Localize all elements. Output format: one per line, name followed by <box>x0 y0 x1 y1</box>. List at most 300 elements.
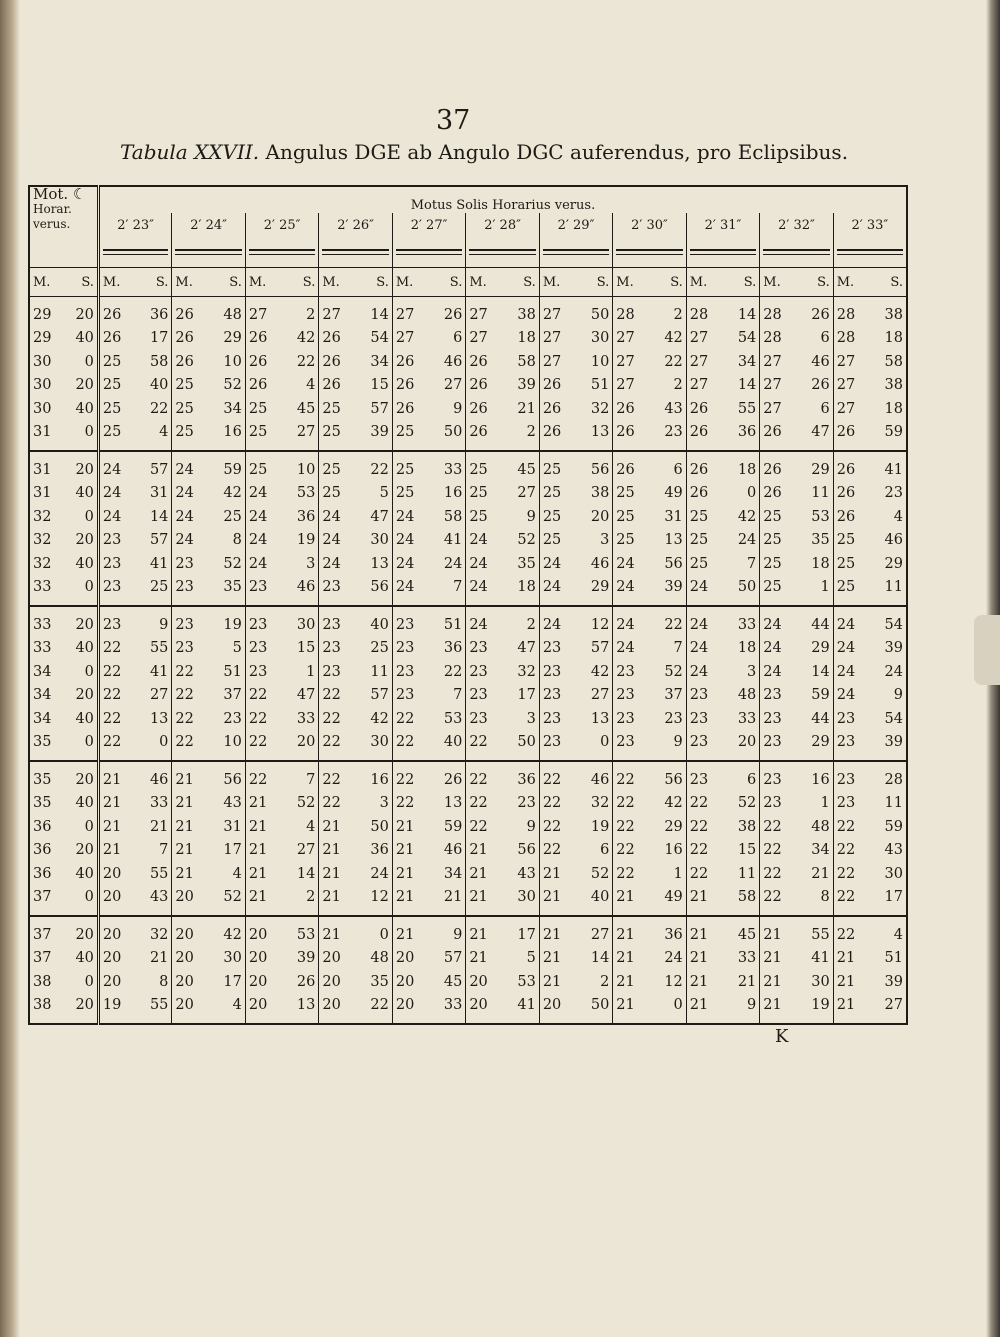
value-minutes: 23 <box>836 734 856 751</box>
value-minutes: 25 <box>689 555 709 572</box>
value-seconds: 37 <box>664 687 683 704</box>
value-minutes: 22 <box>322 795 341 812</box>
table-cell <box>833 576 907 607</box>
table-cell <box>760 815 833 839</box>
value-pair <box>33 532 94 548</box>
value-seconds: 47 <box>517 640 536 657</box>
table-cell <box>245 637 318 661</box>
value-pair <box>322 354 388 370</box>
value-minutes: 23 <box>395 640 415 657</box>
value-seconds: 52 <box>223 377 242 394</box>
value-pair <box>763 354 829 370</box>
value-minutes: 24 <box>469 555 488 572</box>
value-pair <box>837 401 903 417</box>
value-minutes: 21 <box>322 842 341 859</box>
value-pair <box>175 772 241 788</box>
argument-seconds: 40 <box>75 710 94 727</box>
table-cell <box>760 421 833 452</box>
row-argument <box>29 862 98 886</box>
value-pair <box>175 927 241 943</box>
value-pair <box>249 485 315 501</box>
value-seconds: 4 <box>159 424 169 441</box>
value-pair <box>543 424 609 440</box>
table-row <box>29 529 907 553</box>
value-seconds: 58 <box>517 353 536 370</box>
value-seconds: 53 <box>517 973 536 990</box>
table-cell <box>319 839 392 863</box>
value-minutes: 26 <box>616 400 635 417</box>
value-minutes: 24 <box>469 532 488 549</box>
value-seconds: 52 <box>664 663 683 680</box>
value-pair <box>616 687 682 703</box>
unit-seconds: S. <box>596 274 610 290</box>
value-minutes: 20 <box>395 950 415 967</box>
value-seconds: 9 <box>159 616 169 633</box>
value-seconds: 19 <box>590 818 610 835</box>
value-seconds: 41 <box>811 950 830 967</box>
rule-cell <box>319 237 392 268</box>
table-cell <box>392 684 465 708</box>
value-seconds: 24 <box>737 532 757 549</box>
unit-seconds: S. <box>376 274 389 290</box>
value-pair <box>690 462 756 478</box>
value-pair <box>469 330 535 346</box>
value-minutes: 27 <box>836 377 856 394</box>
value-seconds: 39 <box>884 640 903 657</box>
argument-seconds: 0 <box>84 818 94 835</box>
table-cell <box>392 397 465 421</box>
unit-row <box>29 268 907 297</box>
value-minutes: 21 <box>322 889 341 906</box>
value-minutes: 27 <box>689 330 709 347</box>
value-seconds: 0 <box>600 734 610 751</box>
rule-cell <box>172 237 245 268</box>
column-header: 2′ 25″ <box>245 213 318 237</box>
value-seconds: 7 <box>306 771 316 788</box>
value-minutes: 22 <box>248 771 268 788</box>
table-cell <box>98 994 171 1025</box>
table-cell <box>613 731 686 762</box>
value-pair <box>103 509 168 525</box>
table-cell <box>539 482 612 506</box>
table-cell <box>245 397 318 421</box>
value-pair <box>469 509 535 525</box>
value-pair <box>322 842 388 858</box>
argument-seconds: 0 <box>84 973 94 990</box>
value-seconds: 47 <box>370 508 389 525</box>
value-pair <box>837 485 903 501</box>
value-seconds: 27 <box>884 997 903 1014</box>
value-pair <box>249 509 315 525</box>
value-seconds: 52 <box>590 865 610 882</box>
table-cell <box>833 970 907 994</box>
value-pair <box>322 401 388 417</box>
table-row <box>29 947 907 971</box>
value-pair <box>249 734 315 750</box>
value-minutes: 23 <box>248 663 268 680</box>
value-seconds: 43 <box>884 842 903 859</box>
table-cell <box>98 421 171 452</box>
value-pair <box>763 485 829 501</box>
value-pair <box>103 664 168 680</box>
value-seconds: 32 <box>517 663 536 680</box>
value-minutes: 24 <box>322 555 341 572</box>
value-pair <box>249 377 315 393</box>
value-minutes: 27 <box>395 306 415 323</box>
value-seconds: 47 <box>811 424 830 441</box>
value-minutes: 21 <box>689 950 709 967</box>
table-cell <box>613 684 686 708</box>
value-pair <box>469 795 535 811</box>
value-seconds: 53 <box>296 485 316 502</box>
table-cell <box>833 761 907 792</box>
value-minutes: 22 <box>395 710 415 727</box>
double-rule <box>837 249 903 255</box>
value-minutes: 26 <box>763 461 782 478</box>
value-minutes: 25 <box>175 424 194 441</box>
argument-minutes: 32 <box>33 555 52 572</box>
value-minutes: 22 <box>836 926 856 943</box>
value-pair <box>469 640 535 656</box>
value-minutes: 26 <box>469 353 488 370</box>
value-minutes: 22 <box>102 710 122 727</box>
table-cell <box>245 482 318 506</box>
value-seconds: 26 <box>443 306 463 323</box>
value-seconds: 18 <box>811 555 830 572</box>
value-minutes: 23 <box>763 734 782 751</box>
table-cell <box>98 374 171 398</box>
value-minutes: 25 <box>689 532 709 549</box>
value-minutes: 25 <box>763 579 782 596</box>
value-seconds: 2 <box>306 306 316 323</box>
value-seconds: 46 <box>443 842 463 859</box>
table-cell <box>466 792 539 816</box>
value-seconds: 24 <box>664 950 683 967</box>
value-seconds: 9 <box>453 400 463 417</box>
value-minutes: 22 <box>248 710 268 727</box>
table-cell <box>539 451 612 482</box>
value-pair <box>396 687 462 703</box>
value-pair <box>543 795 609 811</box>
value-minutes: 22 <box>102 734 122 751</box>
table-cell <box>539 684 612 708</box>
value-pair <box>616 927 682 943</box>
value-pair <box>763 640 829 656</box>
value-seconds: 41 <box>884 461 903 478</box>
value-minutes: 25 <box>836 579 856 596</box>
table-cell <box>319 529 392 553</box>
value-pair <box>33 462 94 478</box>
value-seconds: 13 <box>590 424 610 441</box>
table-cell <box>319 815 392 839</box>
value-pair <box>543 307 609 323</box>
table-cell <box>172 327 245 351</box>
value-seconds: 3 <box>600 532 610 549</box>
value-pair <box>616 866 682 882</box>
value-seconds: 56 <box>590 461 610 478</box>
value-pair <box>543 997 609 1013</box>
table-cell <box>686 350 759 374</box>
value-seconds: 23 <box>664 710 683 727</box>
table-cell <box>539 505 612 529</box>
value-pair <box>763 401 829 417</box>
value-minutes: 27 <box>689 377 709 394</box>
value-minutes: 27 <box>763 353 782 370</box>
value-minutes: 22 <box>175 687 194 704</box>
value-minutes: 26 <box>102 330 122 347</box>
value-pair <box>690 330 756 346</box>
value-seconds: 9 <box>453 926 463 943</box>
row-argument <box>29 374 98 398</box>
value-seconds: 14 <box>296 865 316 882</box>
table-cell <box>613 839 686 863</box>
value-seconds: 42 <box>370 710 389 727</box>
value-pair <box>616 974 682 990</box>
table-cell <box>319 397 392 421</box>
value-pair <box>469 997 535 1013</box>
value-seconds: 25 <box>223 508 242 525</box>
value-minutes: 22 <box>689 818 709 835</box>
table-cell <box>686 576 759 607</box>
value-pair <box>469 377 535 393</box>
value-pair <box>763 579 829 595</box>
value-pair <box>103 617 168 633</box>
value-pair <box>763 330 829 346</box>
value-minutes: 24 <box>469 616 488 633</box>
table-cell <box>172 761 245 792</box>
table-cell <box>245 792 318 816</box>
table-cell <box>319 731 392 762</box>
value-seconds: 57 <box>370 400 389 417</box>
value-minutes: 23 <box>395 663 415 680</box>
value-minutes: 21 <box>175 771 194 788</box>
value-pair <box>837 509 903 525</box>
value-minutes: 24 <box>616 579 635 596</box>
value-pair <box>543 734 609 750</box>
value-minutes: 21 <box>469 889 488 906</box>
value-seconds: 27 <box>443 377 463 394</box>
value-minutes: 25 <box>836 532 856 549</box>
table-cell <box>833 552 907 576</box>
table-cell <box>760 731 833 762</box>
table-cell <box>760 482 833 506</box>
value-seconds: 32 <box>149 926 169 943</box>
value-seconds: 35 <box>370 973 389 990</box>
value-minutes: 22 <box>322 734 341 751</box>
value-pair <box>103 889 168 905</box>
value-pair <box>690 734 756 750</box>
value-minutes: 23 <box>248 616 268 633</box>
value-pair <box>396 330 462 346</box>
unit-cell <box>392 268 465 297</box>
table-cell <box>613 606 686 637</box>
value-seconds: 41 <box>149 555 169 572</box>
value-seconds: 59 <box>884 424 903 441</box>
double-rule <box>469 249 535 255</box>
value-seconds: 56 <box>370 579 389 596</box>
value-pair <box>33 772 94 788</box>
value-pair <box>396 617 462 633</box>
table-cell <box>392 947 465 971</box>
table-cell <box>245 970 318 994</box>
value-pair <box>175 866 241 882</box>
value-pair <box>396 462 462 478</box>
table-row <box>29 815 907 839</box>
value-minutes: 25 <box>175 400 194 417</box>
value-pair <box>543 889 609 905</box>
value-pair <box>103 974 168 990</box>
table-cell <box>392 606 465 637</box>
value-pair <box>763 687 829 703</box>
table-cell <box>319 505 392 529</box>
lead-header-line: verus. <box>33 217 71 231</box>
value-seconds: 39 <box>296 950 316 967</box>
value-pair <box>469 354 535 370</box>
value-pair <box>33 866 94 882</box>
value-minutes: 21 <box>248 842 268 859</box>
value-seconds: 40 <box>590 889 610 906</box>
value-seconds: 51 <box>223 663 242 680</box>
argument-minutes: 36 <box>33 865 52 882</box>
rule-cell <box>392 237 465 268</box>
value-seconds: 25 <box>370 640 389 657</box>
unit-minutes: M. <box>33 274 51 290</box>
argument-minutes: 33 <box>33 616 52 633</box>
value-pair <box>690 532 756 548</box>
table-cell <box>319 421 392 452</box>
value-minutes: 27 <box>395 330 415 347</box>
value-minutes: 24 <box>616 640 635 657</box>
unit-seconds: S. <box>229 274 242 290</box>
table-cell <box>172 606 245 637</box>
value-seconds: 2 <box>306 889 316 906</box>
value-minutes: 27 <box>836 353 856 370</box>
value-pair <box>690 711 756 727</box>
table-row <box>29 970 907 994</box>
table-cell <box>245 886 318 917</box>
value-seconds: 36 <box>517 771 536 788</box>
unit-cell <box>686 268 759 297</box>
value-pair <box>837 927 903 943</box>
table-cell <box>833 660 907 684</box>
value-minutes: 20 <box>469 973 488 990</box>
value-pair <box>837 950 903 966</box>
table-cell <box>686 451 759 482</box>
value-seconds: 58 <box>149 353 169 370</box>
value-seconds: 4 <box>232 865 242 882</box>
value-pair <box>616 330 682 346</box>
value-minutes: 24 <box>542 616 562 633</box>
value-minutes: 26 <box>469 377 488 394</box>
value-minutes: 20 <box>542 997 562 1014</box>
value-seconds: 54 <box>370 330 389 347</box>
table-cell <box>245 327 318 351</box>
value-pair <box>837 889 903 905</box>
table-cell <box>245 297 318 327</box>
table-cell <box>98 297 171 327</box>
argument-minutes: 29 <box>33 330 52 347</box>
table-cell <box>833 684 907 708</box>
double-rule <box>175 249 241 255</box>
value-pair <box>249 711 315 727</box>
value-minutes: 21 <box>175 865 194 882</box>
unit-pair <box>103 275 168 290</box>
table-cell <box>613 397 686 421</box>
value-seconds: 51 <box>590 377 610 394</box>
table-cell <box>466 552 539 576</box>
value-pair <box>396 307 462 323</box>
value-minutes: 26 <box>395 377 415 394</box>
table-cell <box>686 886 759 917</box>
value-seconds: 46 <box>443 353 463 370</box>
value-minutes: 24 <box>395 532 415 549</box>
value-minutes: 25 <box>616 508 635 525</box>
unit-pair <box>543 275 609 290</box>
argument-minutes: 37 <box>33 950 52 967</box>
value-pair <box>690 556 756 572</box>
table-cell <box>613 350 686 374</box>
value-pair <box>690 974 756 990</box>
table-cell <box>466 529 539 553</box>
value-minutes: 23 <box>763 795 782 812</box>
value-seconds: 0 <box>747 485 757 502</box>
table-cell <box>760 297 833 327</box>
value-seconds: 10 <box>296 461 316 478</box>
value-pair <box>469 772 535 788</box>
value-pair <box>469 307 535 323</box>
value-pair <box>33 711 94 727</box>
value-minutes: 20 <box>175 926 194 943</box>
value-seconds: 45 <box>443 973 463 990</box>
table-cell <box>172 374 245 398</box>
value-seconds: 1 <box>820 579 830 596</box>
table-cell <box>98 606 171 637</box>
value-pair <box>543 711 609 727</box>
value-pair <box>33 509 94 525</box>
value-minutes: 27 <box>542 353 562 370</box>
table-cell <box>319 576 392 607</box>
value-pair <box>837 462 903 478</box>
value-seconds: 34 <box>370 353 389 370</box>
value-pair <box>396 795 462 811</box>
value-minutes: 21 <box>836 950 856 967</box>
table-cell <box>539 839 612 863</box>
value-minutes: 22 <box>763 889 782 906</box>
table-row <box>29 684 907 708</box>
table-cell <box>760 792 833 816</box>
column-header: 2′ 24″ <box>172 213 245 237</box>
table-cell <box>319 684 392 708</box>
table-cell <box>760 862 833 886</box>
table-cell <box>98 815 171 839</box>
value-pair <box>616 664 682 680</box>
value-pair <box>249 617 315 633</box>
argument-minutes: 35 <box>33 771 52 788</box>
row-argument <box>29 947 98 971</box>
table-cell <box>392 862 465 886</box>
argument-seconds: 0 <box>84 424 94 441</box>
value-minutes: 25 <box>763 508 782 525</box>
row-argument <box>29 970 98 994</box>
value-minutes: 21 <box>616 889 635 906</box>
value-seconds: 48 <box>223 306 242 323</box>
value-seconds: 11 <box>884 579 903 596</box>
unit-seconds: S. <box>890 274 903 290</box>
value-seconds: 58 <box>884 353 903 370</box>
value-minutes: 24 <box>836 616 856 633</box>
table-cell <box>98 886 171 917</box>
value-pair <box>690 509 756 525</box>
